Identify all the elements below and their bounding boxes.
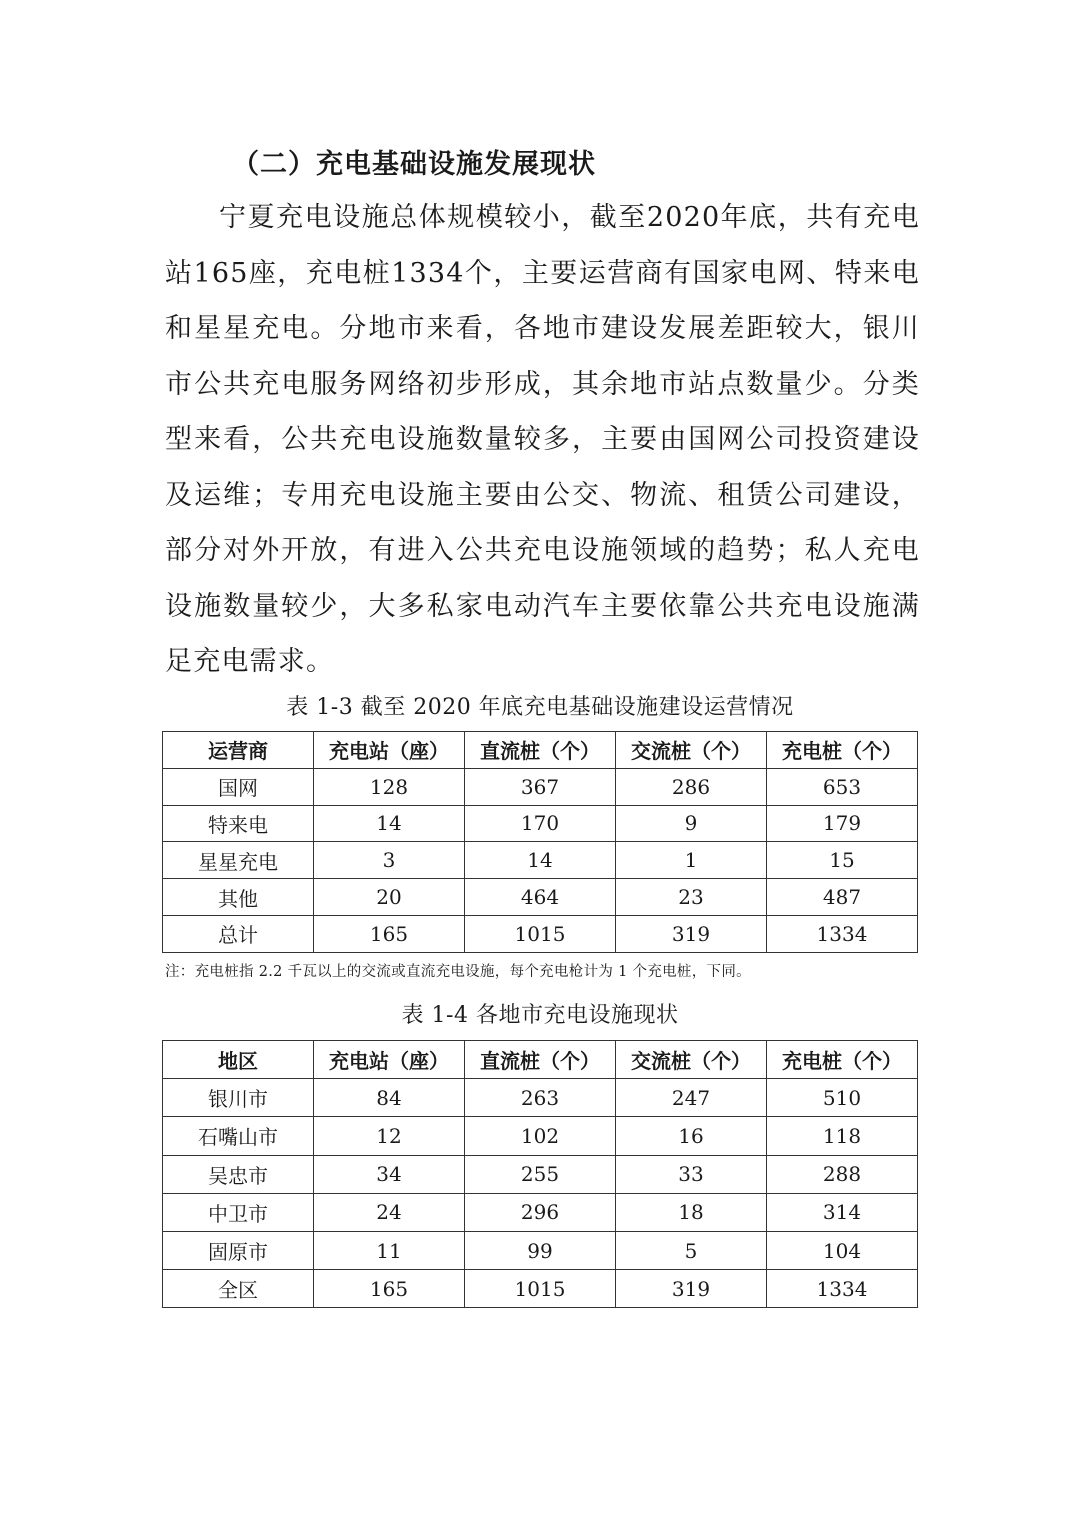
- column-header: 充电站（座）: [314, 732, 465, 769]
- table-cell: 165: [314, 1270, 465, 1308]
- table-cell: 15: [767, 842, 918, 879]
- table-cell: 全区: [163, 1270, 314, 1308]
- table-cell: 314: [767, 1193, 918, 1231]
- table-row: [163, 1231, 918, 1269]
- table-cell: 128: [314, 768, 465, 805]
- table-total-row: [163, 1270, 918, 1308]
- table-row: [163, 1155, 918, 1193]
- table-cell: 319: [616, 915, 767, 952]
- table-cell: 510: [767, 1079, 918, 1117]
- column-header: 运营商: [163, 732, 314, 769]
- column-header: 交流桩（个）: [616, 732, 767, 769]
- table-cell: 银川市: [163, 1079, 314, 1117]
- table-cell: 34: [314, 1155, 465, 1193]
- table-cell: 20: [314, 879, 465, 916]
- table-cell: 总计: [163, 915, 314, 952]
- table-header-row: [163, 1041, 918, 1079]
- table-cell: 吴忠市: [163, 1155, 314, 1193]
- table-cell: 464: [465, 879, 616, 916]
- table-cell: 24: [314, 1193, 465, 1231]
- table-cell: 653: [767, 768, 918, 805]
- table-cell: 319: [616, 1270, 767, 1308]
- column-header: 充电站（座）: [314, 1041, 465, 1079]
- table-cell: 296: [465, 1193, 616, 1231]
- table-cell: 9: [616, 805, 767, 842]
- table-cell: 1015: [465, 1270, 616, 1308]
- table-cell: 固原市: [163, 1231, 314, 1269]
- table-cell: 288: [767, 1155, 918, 1193]
- table-cell: 18: [616, 1193, 767, 1231]
- table-cell: 255: [465, 1155, 616, 1193]
- table-cell: 星星充电: [163, 842, 314, 879]
- table-row: [163, 879, 918, 916]
- table-cell: 33: [616, 1155, 767, 1193]
- table-row: [163, 842, 918, 879]
- table-note: 注：充电桩指 2.2 千瓦以上的交流或直流充电设施，每个充电枪计为 1 个充电桩，下同。: [165, 964, 751, 980]
- table-2-caption: 表 1-4 各地市充电设施现状: [401, 1003, 679, 1028]
- column-header: 充电桩（个）: [767, 1041, 918, 1079]
- table-cell: 165: [314, 915, 465, 952]
- table-cell: 286: [616, 768, 767, 805]
- table-cell: 84: [314, 1079, 465, 1117]
- table-cell: 23: [616, 879, 767, 916]
- table-cell: 国网: [163, 768, 314, 805]
- table-cell: 102: [465, 1117, 616, 1155]
- table-cell: 367: [465, 768, 616, 805]
- operator-table: [162, 731, 918, 953]
- table-cell: 247: [616, 1079, 767, 1117]
- table-total-row: [163, 915, 918, 952]
- table-header-row: [163, 732, 918, 769]
- table-row: [163, 768, 918, 805]
- column-header: 交流桩（个）: [616, 1041, 767, 1079]
- table-cell: 14: [314, 805, 465, 842]
- table-cell: 118: [767, 1117, 918, 1155]
- table-cell: 1334: [767, 915, 918, 952]
- table-cell: 14: [465, 842, 616, 879]
- table-cell: 12: [314, 1117, 465, 1155]
- table-cell: 特来电: [163, 805, 314, 842]
- column-header: 充电桩（个）: [767, 732, 918, 769]
- region-table: [162, 1040, 918, 1308]
- table-row: [163, 1079, 918, 1117]
- table-row: [163, 1193, 918, 1231]
- table-cell: 5: [616, 1231, 767, 1269]
- table-cell: 99: [465, 1231, 616, 1269]
- table-1-caption: 表 1-3 截至 2020 年底充电基础设施建设运营情况: [286, 695, 794, 720]
- column-header: 地区: [163, 1041, 314, 1079]
- table-cell: 179: [767, 805, 918, 842]
- table-cell: 3: [314, 842, 465, 879]
- table-cell: 1334: [767, 1270, 918, 1308]
- table-cell: 170: [465, 805, 616, 842]
- table-cell: 其他: [163, 879, 314, 916]
- table-row: [163, 805, 918, 842]
- table-cell: 11: [314, 1231, 465, 1269]
- column-header: 直流桩（个）: [465, 732, 616, 769]
- table-cell: 中卫市: [163, 1193, 314, 1231]
- table-cell: 石嘴山市: [163, 1117, 314, 1155]
- table-cell: 1015: [465, 915, 616, 952]
- table-cell: 263: [465, 1079, 616, 1117]
- table-row: [163, 1117, 918, 1155]
- table-cell: 16: [616, 1117, 767, 1155]
- column-header: 直流桩（个）: [465, 1041, 616, 1079]
- table-cell: 487: [767, 879, 918, 916]
- table-cell: 1: [616, 842, 767, 879]
- section-heading: （二）充电基础设施发展现状: [232, 149, 596, 180]
- body-paragraph: 宁夏充电设施总体规模较小，截至2020年底，共有充电站165座，充电桩1334个，主要运营商有国家电网、特来电和星星充电。分地市来看，各地市建设发展差距较大，银川市公共充电服务网络初步形成，其余地市站点数量少。分类型来看，公共充电设施数量较多，主要由国网公司投资建设及运维；专用充电设施主要由公交、物流、租赁公司建设，部分对外开放，有进入公共充电设施领域的趋势；私人充电设施数量较少，大多私家电动汽车主要依靠公共充电设施满足充电需求。: [165, 202, 920, 677]
- table-cell: 104: [767, 1231, 918, 1269]
